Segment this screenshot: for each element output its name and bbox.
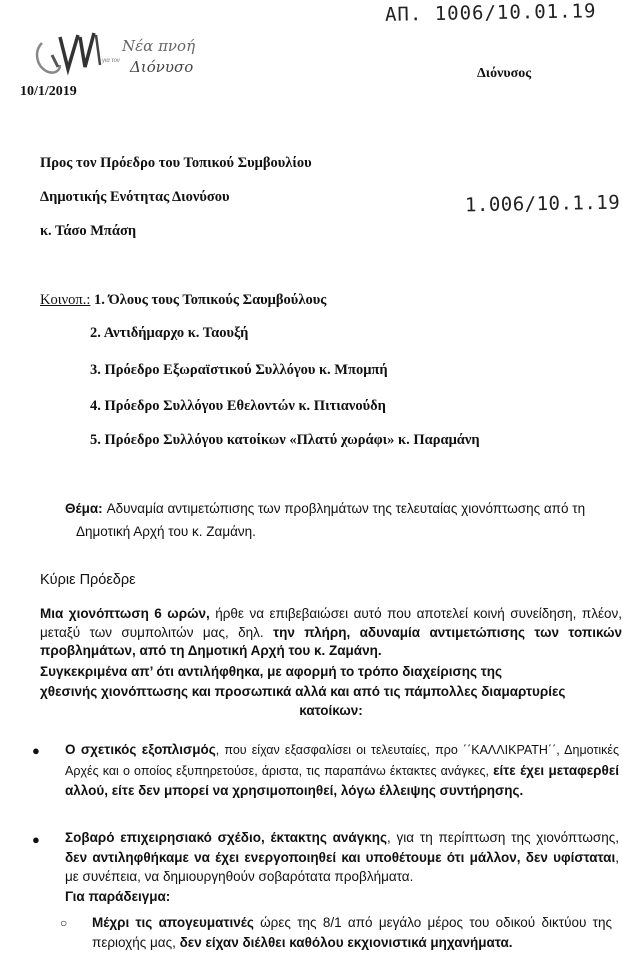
sub-bullet-circle-icon: ○ <box>60 916 68 930</box>
greeting: Κύριε Πρόεδρε <box>40 572 136 588</box>
subject-block <box>65 497 623 543</box>
addressee-line-1: Προς τον Πρόεδρο του Τοπικού Συμβουλίου <box>40 155 312 171</box>
para2-line-1: Συγκεκριμένα απ’ ότι αντιλήφθηκα, με αφορμή το τρόπο διαχείρισης της <box>40 664 503 679</box>
logo-mark-icon <box>30 25 120 80</box>
paragraph-1 <box>40 605 622 661</box>
addressee-line-3: κ. Τάσο Μπάση <box>40 223 137 239</box>
protocol-stamp-mid: 1.006/10.1.19 <box>464 191 621 217</box>
addressee-line-2: Δημοτικής Ενότητας Διονύσου <box>40 189 230 205</box>
para1-bold-start: Μια χιονόπτωση 6 ωρών, <box>40 606 210 621</box>
cc-item-5: 5. Πρόεδρο Συλλόγου κατοίκων «Πλατύ χωράφι» κ. Παραμάνη <box>90 432 480 448</box>
subject-line-1: Αδυναμία αντιμετώπισης των προβλημάτων της τελευταίας χιονόπτωσης από τη <box>106 501 586 516</box>
subbullet1-text: ώρες της 8/1 από μεγάλο μέρος του οδικού δικτύου της περιοχής μας, <box>92 915 612 950</box>
paragraph-2 <box>40 662 622 721</box>
bullet-item-2 <box>65 828 619 906</box>
bullet1-bold-end: είτε έχει μεταφερθεί αλλού, είτε δεν μπορεί να χρησιμοποιηθεί, λόγω έλλειψης συντήρησης. <box>65 762 619 798</box>
protocol-stamp-top: ΑΠ. 1006/10.01.19 <box>384 0 597 26</box>
bullet2-bold-mid: δεν αντιληφθήκαμε να έχει ενεργοποιηθεί και υποθέτουμε ότι μάλλον, δεν υφίσταται <box>65 849 616 865</box>
bullet-dot-icon: ● <box>32 832 40 847</box>
logo-text-bottom: Διόνυσο <box>130 58 194 76</box>
letter-date: 10/1/2019 <box>20 84 77 99</box>
para1-text: ήρθε να επιβεβαιώσει αυτό που αποτελεί κοινή συνείδηση, πλέον, μεταξύ των συμπολιτών μας, δηλ. <box>40 606 622 640</box>
cc-item-3: 3. Πρόεδρο Εξωραϊστικού Συλλόγου κ. Μπομπή <box>90 362 388 378</box>
sub-bullet-item-1 <box>92 913 612 952</box>
bullet2-text-a: , για τη περίπτωση της χιονόπτωσης, <box>387 830 619 845</box>
subject-label: Θέμα: <box>65 501 103 516</box>
bullet2-bold-start: Σοβαρό επιχειρησιακό σχέδιο, έκτακτης ανάγκης <box>65 830 388 845</box>
organization-logo <box>30 25 245 80</box>
logo-text-top: Νέα πνοή <box>122 37 196 55</box>
subject-line-2: Δημοτική Αρχή του κ. Ζαμάνη. <box>76 524 256 539</box>
bullet2-text-b: , με συνέπεια, να δημιουργηθούν σοβαρότατα προβλήματα. <box>65 849 619 884</box>
bullet1-text: , που είχαν εξασφαλίσει οι τελευταίες, προ ΄΄ΚΑΛΛΙΚΡΑΤΗ΄΄, Δημοτικές Αρχές και ο οποίος εξυπηρετούσε, άριστα, τις παραπάνω έκτακτες ανάγκες, <box>65 743 619 778</box>
cc-item-1: 1. Όλους τους Τοπικούς Σαυμβούλους <box>94 292 327 308</box>
cc-label: Κοινοπ.: <box>40 292 91 308</box>
bullet-item-1 <box>65 740 619 801</box>
para1-bold-end: την πλήρη, αδυναμία αντιμετώπισης των τοπικών προβλημάτων, από τη Δημοτική Αρχή του κ. Ζαμάνη. <box>40 624 622 658</box>
cc-item-4: 4. Πρόεδρο Συλλόγου Εθελοντών κ. Πιτιανούδη <box>90 398 386 414</box>
logo-text-small: για τον <box>102 58 120 64</box>
para2-line-3: κατοίκων: <box>299 703 363 718</box>
bullet1-bold-start: Ο σχετικός εξοπλισμός <box>65 742 216 757</box>
para2-line-2: χθεσινής χιονόπτωσης και προσωπικά αλλά και από τις πάμπολλες διαμαρτυρίες <box>40 683 566 699</box>
bullet-dot-icon: ● <box>32 743 40 758</box>
cc-item-2: 2. Αντιδήμαρχο κ. Ταουξή <box>90 325 249 341</box>
subbullet1-bold-start: Μέχρι τις απογευματινές <box>92 915 254 930</box>
subbullet1-bold-end: δεν είχαν διέλθει καθόλου εκχιονιστικά μηχανήματα. <box>179 934 513 950</box>
letter-place: Διόνυσος <box>477 66 532 81</box>
cc-line-1 <box>40 292 326 309</box>
bullet2-example-label: Για παράδειγμα: <box>65 888 171 904</box>
